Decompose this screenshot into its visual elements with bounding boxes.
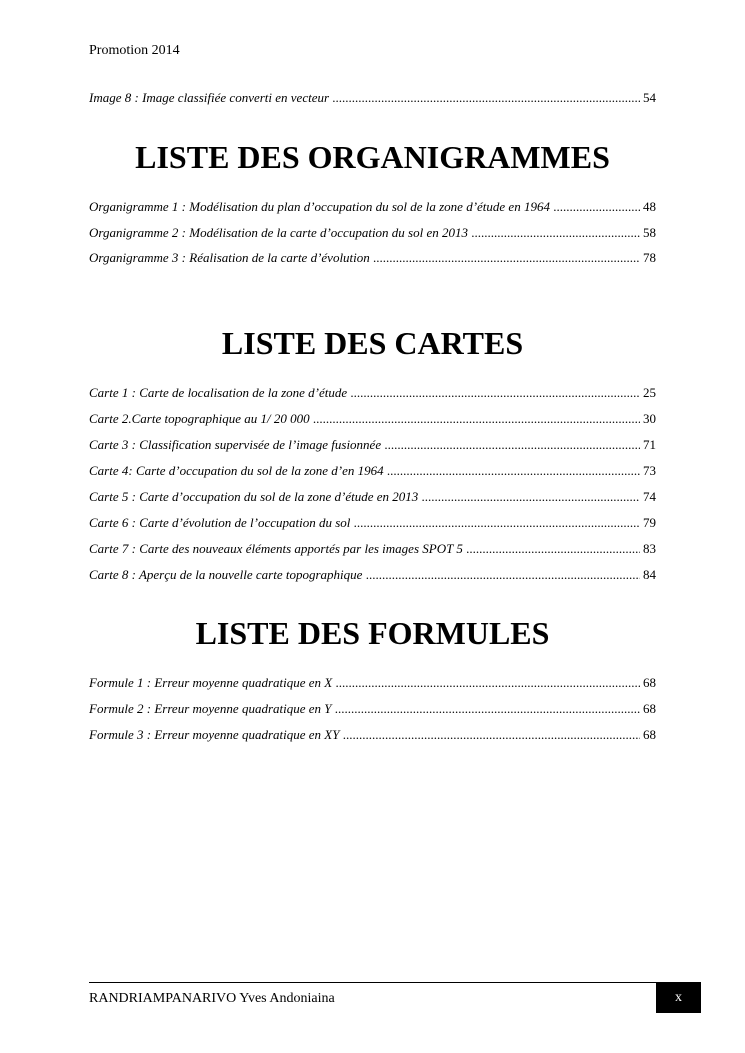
toc-entry-title: Carte 4: Carte d’occupation du sol de la zone d’en 1964 ..... [89, 463, 656, 478]
toc-entry-title: Carte 3 : Classification supervisée de l’image fusionnée ..... [89, 437, 656, 452]
page-number-badge: x [656, 982, 701, 1013]
toc-entry-title: Image 8 : Image classifiée converti en vecteur ..... [89, 90, 656, 105]
toc-entry-page: 73 [640, 462, 656, 480]
toc-entry-page: 68 [640, 674, 656, 692]
toc-entry-page: 58 [640, 224, 656, 242]
toc-entry-page: 84 [640, 566, 656, 584]
toc-entry[interactable] [89, 514, 656, 532]
toc-entry-title: Carte 6 : Carte d’évolution de l’occupation du sol ..... [89, 515, 656, 530]
toc-entry-title: Organigramme 1 : Modélisation du plan d’occupation du sol de la zone d’étude en 1964 ..... [89, 199, 656, 214]
toc-entry[interactable] [89, 249, 656, 267]
toc-entry-title: Formule 1 : Erreur moyenne quadratique en X ..... [89, 675, 656, 690]
toc-entry-title: Carte 7 : Carte des nouveaux éléments apportés par les images SPOT 5 ..... [89, 541, 656, 556]
toc-entry[interactable] [89, 410, 656, 428]
toc-entry-page: 68 [640, 700, 656, 718]
toc-entry-page: 71 [640, 436, 656, 454]
running-header: Promotion 2014 [89, 43, 180, 58]
toc-entry[interactable] [89, 674, 656, 692]
toc-entry-page: 30 [640, 410, 656, 428]
toc-entry[interactable] [89, 198, 656, 216]
toc-entry-title: Formule 3 : Erreur moyenne quadratique en XY ..... [89, 727, 656, 742]
toc-entry[interactable] [89, 89, 656, 107]
toc-entry-title: Organigramme 3 : Réalisation de la carte d’évolution ..... [89, 250, 656, 265]
toc-entry-page: 83 [640, 540, 656, 558]
toc-entry-page: 74 [640, 488, 656, 506]
toc-entry[interactable] [89, 384, 656, 402]
toc-entry[interactable] [89, 566, 656, 584]
toc-entry-title: Carte 8 : Aperçu de la nouvelle carte topographique ..... [89, 567, 656, 582]
toc-entry[interactable] [89, 540, 656, 558]
toc-entry-title: Carte 5 : Carte d’occupation du sol de la zone d’étude en 2013 ..... [89, 489, 656, 504]
footer-author: RANDRIAMPANARIVO Yves Andoniaina [89, 991, 335, 1006]
toc-entry[interactable] [89, 700, 656, 718]
footer-divider [89, 982, 656, 983]
toc-entry[interactable] [89, 224, 656, 242]
toc-entry-page: 79 [640, 514, 656, 532]
toc-entry[interactable] [89, 488, 656, 506]
toc-entry[interactable] [89, 436, 656, 454]
toc-entry-page: 25 [640, 384, 656, 402]
section-heading-formules: LISTE DES FORMULES [195, 615, 550, 651]
toc-entry-title: Organigramme 2 : Modélisation de la carte d’occupation du sol en 2013 ..... [89, 225, 656, 240]
toc-entry[interactable] [89, 462, 656, 480]
toc-entry[interactable] [89, 726, 656, 744]
toc-entry-page: 54 [640, 89, 656, 107]
toc-entry-page: 78 [640, 249, 656, 267]
toc-entry-page: 48 [640, 198, 656, 216]
toc-entry-title: Carte 1 : Carte de localisation de la zone d’étude ..... [89, 385, 656, 400]
toc-entry-title: Carte 2.Carte topographique au 1/ 20 000 ..... [89, 411, 656, 426]
toc-entry-title: Formule 2 : Erreur moyenne quadratique en Y ..... [89, 701, 656, 716]
section-heading-cartes: LISTE DES CARTES [221, 325, 524, 361]
section-heading-organigrammes: LISTE DES ORGANIGRAMMES [135, 139, 610, 175]
toc-entry-page: 68 [640, 726, 656, 744]
